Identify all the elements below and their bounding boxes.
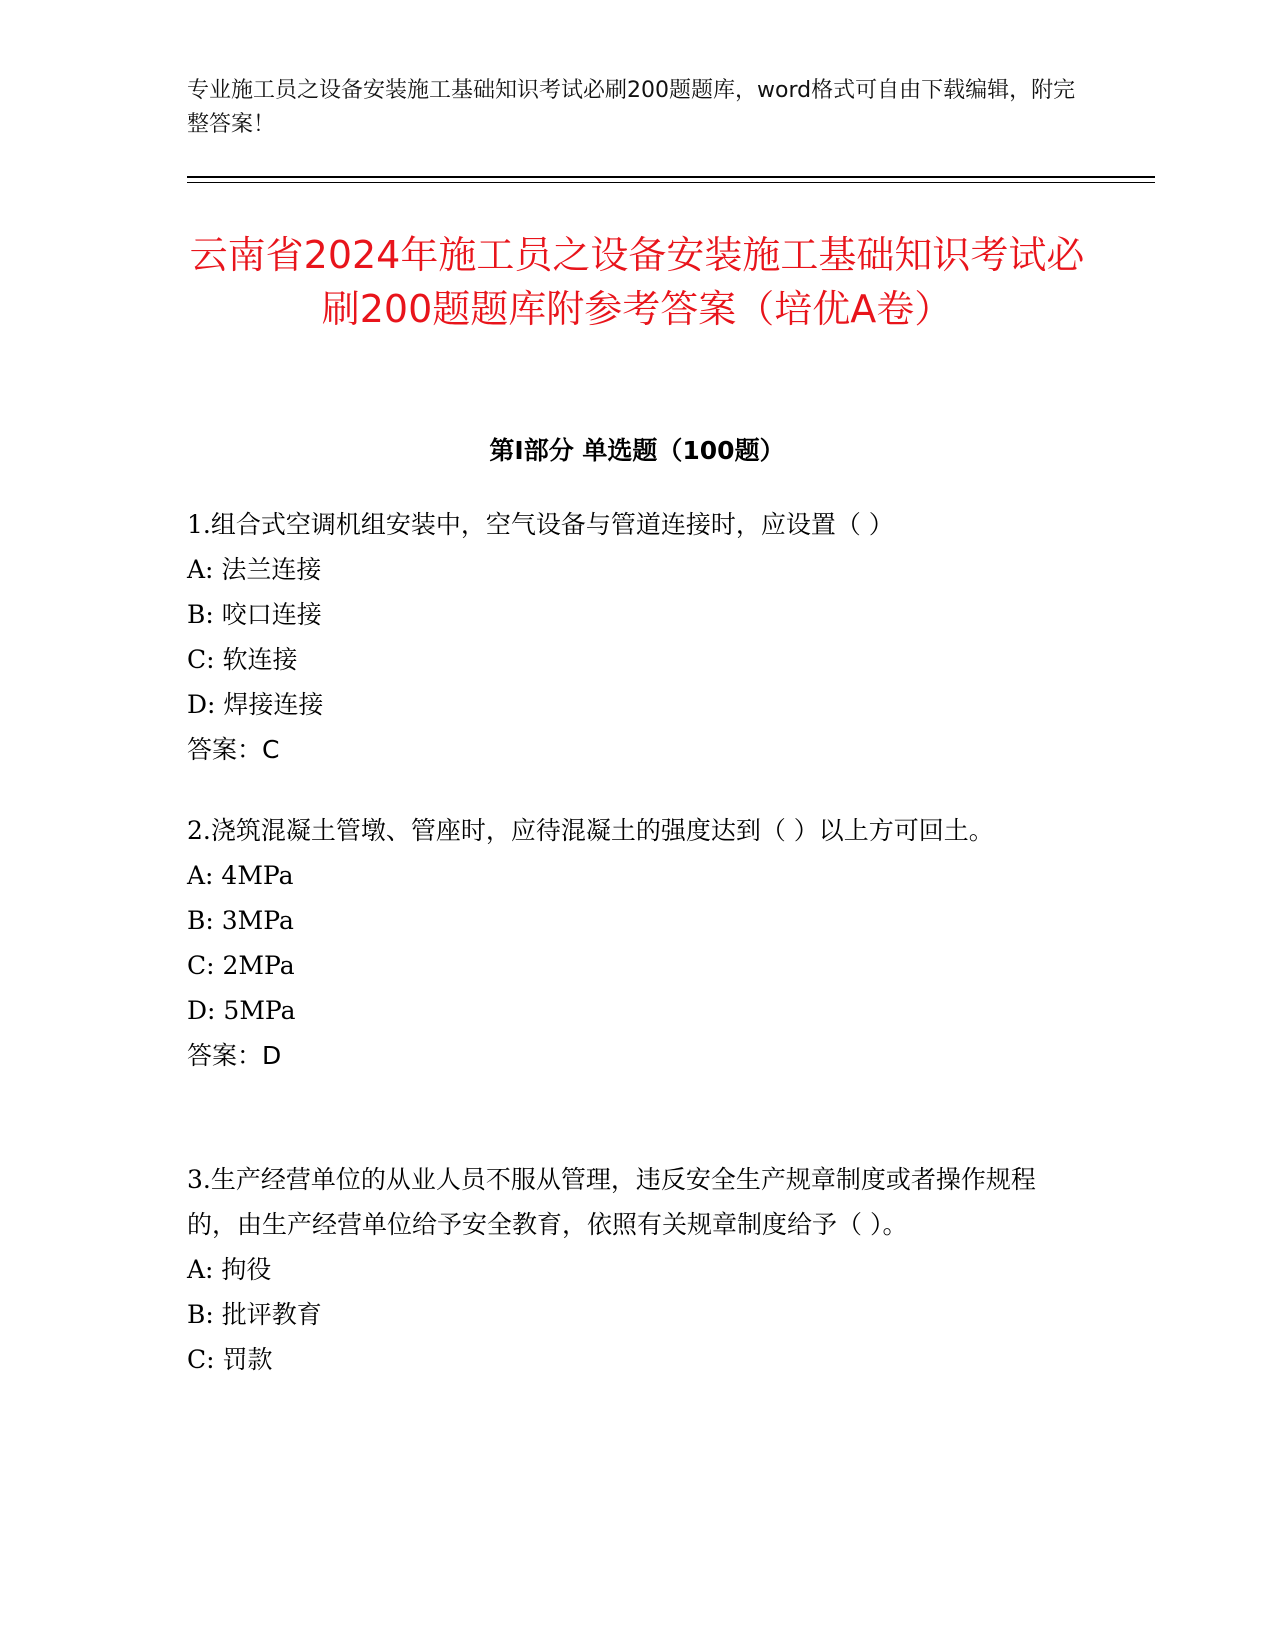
option-c: C: 软连接 — [187, 645, 298, 674]
header-divider-thin — [187, 182, 1155, 183]
option-c: C: 2MPa — [187, 951, 295, 980]
option-a: A: 法兰连接 — [187, 555, 322, 584]
option-a: A: 拘役 — [187, 1255, 272, 1284]
question-1 — [187, 502, 1072, 772]
document-title: 云南省2024年施工员之设备安装施工基础知识考试必刷200题题库附参考答案（培优A卷） — [189, 233, 1085, 331]
answer: 答案：D — [187, 1041, 282, 1070]
option-b: B: 批评教育 — [187, 1300, 322, 1329]
section-title: 第I部分 单选题（100题） — [489, 436, 785, 465]
answer: 答案：C — [187, 735, 280, 764]
question-stem: 1.组合式空调机组安装中，空气设备与管道连接时，应设置（ ） — [187, 510, 894, 539]
option-d: D: 焊接连接 — [187, 690, 324, 719]
option-d: D: 5MPa — [187, 996, 296, 1025]
option-b: B: 3MPa — [187, 906, 294, 935]
option-b: B: 咬口连接 — [187, 600, 322, 629]
option-c: C: 罚款 — [187, 1345, 273, 1374]
header-divider-thick — [187, 176, 1155, 178]
question-3 — [187, 1157, 1072, 1382]
header-note: 专业施工员之设备安装施工基础知识考试必刷200题题库，word格式可自由下载编辑，附完整答案！ — [187, 78, 1076, 137]
question-stem: 3.生产经营单位的从业人员不服从管理，违反安全生产规章制度或者操作规程的，由生产经营单位给予安全教育，依照有关规章制度给予（ ）。 — [187, 1165, 1036, 1239]
option-a: A: 4MPa — [187, 861, 294, 890]
question-stem: 2.浇筑混凝土管墩、管座时，应待混凝土的强度达到（ ）以上方可回土。 — [187, 816, 994, 845]
question-2 — [187, 808, 1072, 1078]
